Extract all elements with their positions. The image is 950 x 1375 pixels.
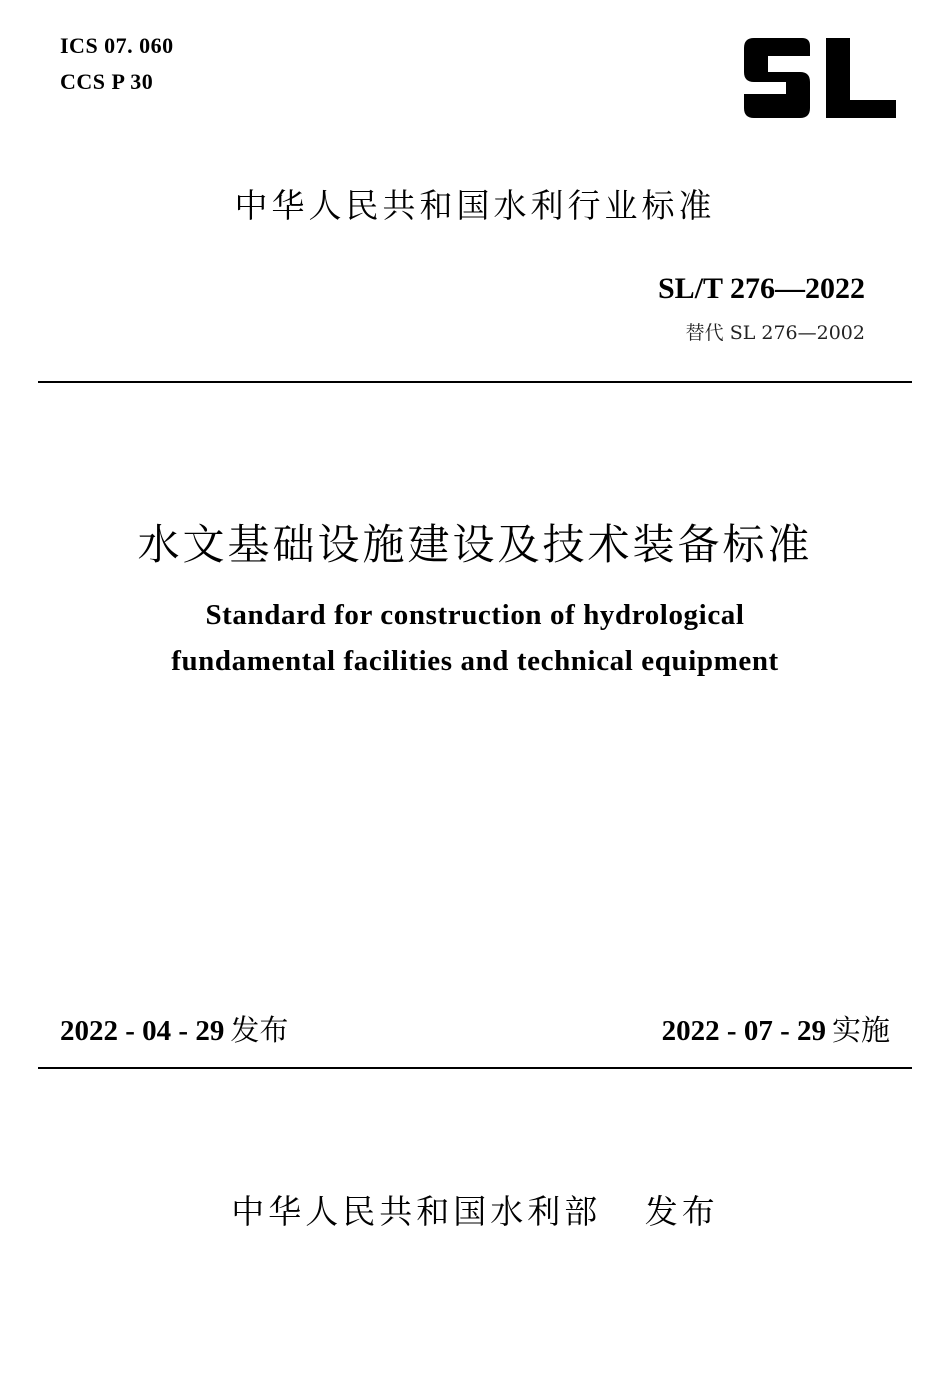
implement-date: 2022 - 07 - 29 — [661, 1015, 826, 1047]
replaces-code: 替代 SL 276—2002 — [685, 322, 865, 344]
publisher-action: 发布 — [644, 1192, 719, 1231]
top-divider — [38, 381, 912, 383]
title-chinese: 水文基础设施建设及技术装备标准 — [137, 520, 813, 569]
ics-code: ICS 07. 060 — [60, 33, 174, 58]
bottom-divider — [38, 1067, 912, 1069]
publish-date: 2022 - 04 - 29 — [60, 1015, 225, 1047]
publish-date-block — [60, 1008, 288, 1049]
publisher-line — [0, 1186, 950, 1233]
publisher-name: 中华人民共和国水利部 — [231, 1192, 602, 1231]
implement-label: 实施 — [831, 1013, 890, 1047]
sl-logo — [740, 38, 900, 118]
implement-date-block — [662, 1008, 890, 1049]
title-english-line-2: fundamental facilities and technical equipment — [171, 645, 779, 677]
publish-label: 发布 — [230, 1013, 289, 1047]
standard-category: 中华人民共和国水利行业标准 — [234, 186, 716, 225]
ccs-code: CCS P 30 — [60, 69, 154, 94]
title-english-line-1: Standard for construction of hydrological — [205, 599, 745, 631]
standard-code: SL/T 276—2022 — [658, 272, 865, 305]
